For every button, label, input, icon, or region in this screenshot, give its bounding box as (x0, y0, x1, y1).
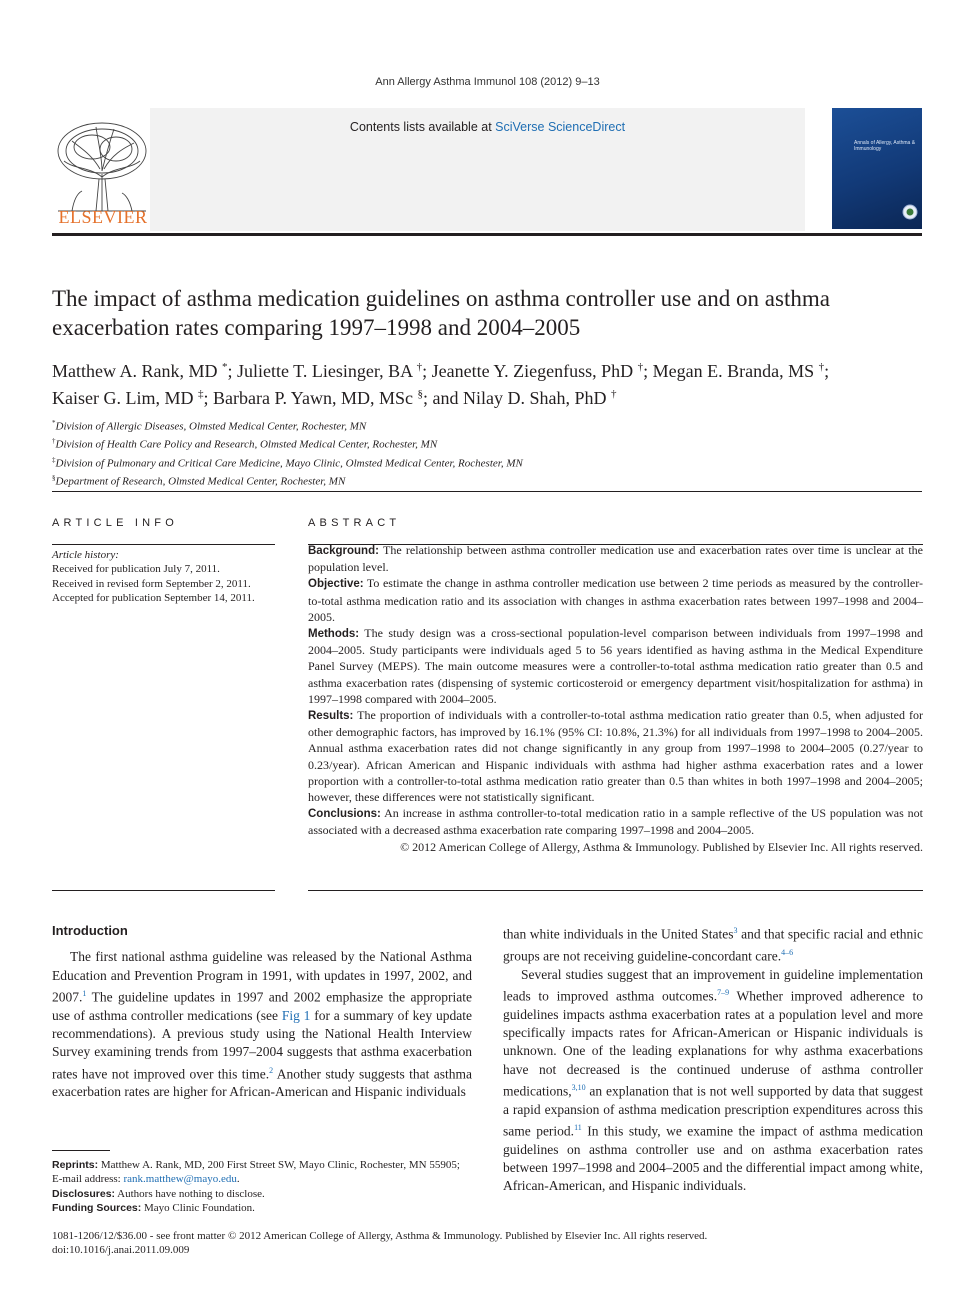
intro-paragraph-1 (52, 948, 472, 1101)
affiliation-text: Division of Health Care Policy and Research, Olmsted Medical Center, Rochester, MN (55, 438, 438, 451)
intro-paragraph-2 (503, 966, 923, 1196)
accepted-date: Accepted for publication September 14, 2011. (52, 591, 255, 604)
abstract-objective (308, 575, 923, 625)
author-mark: § (417, 388, 424, 400)
intro-left-column (52, 922, 472, 1102)
received-date: Received for publication July 7, 2011. (52, 563, 220, 576)
author-name: and Nilay D. Shah, PhD (432, 388, 607, 408)
email-link[interactable]: rank.matthew@mayo.edu (123, 1173, 237, 1186)
footnotes (52, 1158, 472, 1215)
figure-link[interactable]: Fig 1 (281, 1007, 311, 1023)
journal-cover-image[interactable] (832, 108, 922, 229)
article-title: The impact of asthma medication guidelines on asthma controller use and on asthma exacerbation rates comparing 1997–1998 and 2004–2005 (52, 286, 830, 340)
text-run: Another study suggests that asthma exacerbation rates are higher for African-American and Hispanic individuals (52, 1066, 472, 1100)
article-history (52, 548, 275, 605)
history-label: Article history: (52, 549, 119, 561)
text-run: and that specific racial and ethnic groups are not receiving guideline-concordant care. (503, 926, 923, 964)
text-run: The guideline updates in 1997 and 2002 emphasize the appropriate use of asthma controller medications (see (52, 989, 472, 1023)
contents-prefix: Contents lists available at (349, 120, 496, 134)
abstract-methods (308, 625, 923, 707)
affiliations-rule (52, 491, 922, 492)
funding-note (52, 1201, 472, 1215)
abstract-background (308, 542, 923, 575)
abstract-results (308, 707, 923, 805)
affiliation-mark: § (52, 473, 56, 482)
author-line-2: Kaiser G. Lim, MD ‡; Barbara P. Yawn, MD, MSc §; and Nilay D. Shah, PhD † (52, 388, 617, 408)
author-list (52, 356, 932, 410)
affiliation-text: Division of Pulmonary and Critical Care Medicine, Mayo Clinic, Olmsted Medical Center, Rochester, MN (55, 457, 523, 470)
elsevier-logo-text: ELSEVIER (58, 207, 148, 227)
affiliation (52, 416, 752, 434)
author-name: Megan E. Branda, MS (652, 361, 815, 381)
citation-link[interactable]: 1 (82, 988, 87, 998)
author-mark: † (818, 361, 825, 373)
author-name: Matthew A. Rank, MD (52, 361, 218, 381)
funding-label: Funding Sources: (52, 1201, 142, 1214)
cover-title: Annals of Allergy, Asthma & Immunology (854, 140, 916, 152)
citation-link[interactable]: 3 (733, 926, 738, 935)
affiliation-mark: ‡ (52, 455, 56, 464)
affiliation (52, 471, 752, 489)
conclusions-text: An increase in asthma controller-to-total medication ratio in a sample reflective of the US population was not associated with a decreased asthma exacerbation rate comparing 1997–1998 and 2004–2005. (308, 806, 923, 838)
intro-right-column (503, 922, 923, 1196)
abstract-copyright: © 2012 American College of Allergy, Asthma & Immunology. Published by Elsevier Inc. All rights reserved. (400, 839, 923, 854)
text-run: Whether improved adherence to guidelines impacts asthma exacerbation rates at a population level and more specifically impacts rates for African-American or Hispanic individuals is unknown. One of the leading explanations for why asthma exacerbations have not decreased is the continued underuse of asthma controller medications, (503, 988, 923, 1099)
affiliation (52, 453, 752, 471)
results-label: Results: (308, 710, 354, 723)
affiliation-mark: * (52, 419, 56, 427)
intro-paragraph-1-continued (503, 922, 923, 966)
citation-link[interactable]: 11 (574, 1122, 582, 1132)
objective-text: To estimate the change in asthma controller medication use between 2 time periods as measured by the controller-to-total asthma medication ratio and its association with changes in asthma exacerbation rates between 1997–1998 and 2004–2005. (308, 576, 923, 624)
affiliation-text: Department of Research, Olmsted Medical Center, Rochester, MN (55, 475, 346, 488)
reprints-note: Reprints: Matthew A. Rank, MD, 200 First Street SW, Mayo Clinic, Rochester, MN 55905; E-mail address: rank.matthew@mayo.edu. (52, 1159, 460, 1186)
affiliation (52, 434, 752, 452)
acaai-seal-icon (902, 204, 918, 220)
author-mark: ‡ (197, 388, 204, 400)
abstract-rule-bottom (308, 890, 923, 891)
background-label: Background: (308, 545, 379, 557)
introduction-heading: Introduction (52, 923, 128, 938)
article-info-heading: ARTICLE INFO (52, 517, 178, 529)
disclosures-label: Disclosures: (52, 1187, 116, 1200)
methods-text: The study design was a cross-sectional population-level comparison between individuals from 1997–1998 and 2004–2005. Study participants were individuals aged 5 to 56 years identified as having asthma in the Medical Expenditure Panel Survey (MEPS). The main outcome measures were a controller-to-total asthma medication ratio greater than 0.5 and asthma exacerbation rates (dispensing of systemic corticosteroid or emergency department visit/hospitalization for asthma) in 1997–1998 compared with 2004–2005. (308, 626, 923, 706)
text-run: The first national asthma guideline was released by the National Asthma Education and Prevention Program in 1991, with updates in 1997, 2002, and 2007. (52, 949, 472, 1005)
author-name: Kaiser G. Lim, MD (52, 388, 194, 408)
author-name: Jeanette Y. Ziegenfuss, PhD (431, 361, 634, 381)
abstract-heading: ABSTRACT (308, 517, 401, 529)
conclusions-label: Conclusions: (308, 808, 381, 821)
contents-line (150, 120, 825, 134)
reprints-label: Reprints: (52, 1159, 99, 1171)
author-mark: * (222, 361, 228, 373)
citation-link[interactable]: 7–9 (717, 987, 730, 997)
article-info-rule (52, 544, 275, 545)
results-text: The proportion of individuals with a controller-to-total asthma medication ratio greater than 0.5, when adjusted for other demographic factors, has improved by 16.1% (95% CI: 10.8%, 21.3%) for all individuals from 1997–1998 to 2004–2005. Annual asthma exacerbation rates did not change significantly in any group from 1997–1998 to 2004–2005 (0.27/year to 0.23/year). African American and Hispanic individuals with asthma had higher asthma exacerbation rates and a lower proportion with a controller-to-total asthma medication ratio greater than 0.5 than whites in both 1997–1998 and 2004–2005; however, these differences were not statistically significant. (308, 708, 923, 805)
affiliations (52, 416, 752, 489)
article-info-rule-bottom (52, 890, 275, 891)
text-run: for a summary of key update recommendations). A previous study using the National Health Interview Survey examining trends from 1997–2004 suggests that asthma exacerbation rates have not improved over this time. (52, 1007, 472, 1082)
text-run: Several studies suggest that an improvement in guideline implementation leads to improved asthma outcomes. (503, 966, 923, 1004)
header-rule-thick (52, 233, 922, 236)
author-mark: † (611, 388, 617, 400)
abstract-body (308, 542, 923, 855)
journal-reference: Ann Allergy Asthma Immunol 108 (2012) 9–13 (375, 76, 600, 88)
issn-line: 1081-1206/12/$36.00 - see front matter © 2012 American College of Allergy, Asthma & Immunology. Published by Elsevier Inc. All rights reserved. (52, 1230, 708, 1242)
funding-text: Mayo Clinic Foundation. (141, 1201, 255, 1214)
author-line-1: Matthew A. Rank, MD *; Juliette T. Liesinger, BA †; Jeanette Y. Ziegenfuss, PhD †; Megan E. Branda, MS †; (52, 361, 830, 381)
citation-link[interactable]: 2 (269, 1065, 274, 1075)
text-run: an explanation that is not well supported by data that suggest a rapid expansion of asthma medication prescription expenditures across this same period. (503, 1083, 923, 1139)
citation-link[interactable]: 4–6 (781, 947, 794, 957)
sciencedirect-link[interactable]: SciVerse ScienceDirect (495, 120, 626, 134)
author-name: Juliette T. Liesinger, BA (237, 361, 413, 381)
author-mark: † (637, 361, 644, 373)
revised-date: Received in revised form September 2, 2011. (52, 577, 251, 590)
objective-label: Objective: (308, 578, 364, 591)
author-name: Barbara P. Yawn, MD, MSc (213, 388, 414, 408)
disclosures-note (52, 1187, 472, 1201)
disclosures-text: Authors have nothing to disclose. (115, 1187, 265, 1200)
footnote-rule (52, 1150, 110, 1151)
affiliation-text: Division of Allergic Diseases, Olmsted Medical Center, Rochester, MN (55, 420, 367, 433)
abstract-conclusions (308, 805, 923, 838)
doi-line[interactable]: doi:10.1016/j.anai.2011.09.009 (52, 1244, 190, 1256)
author-mark: † (416, 361, 423, 373)
methods-label: Methods: (308, 628, 360, 641)
citation-link[interactable]: 3,10 (571, 1082, 586, 1092)
affiliation-mark: † (52, 437, 56, 446)
text-run: than white individuals in the United States (503, 926, 734, 942)
text-run: In this study, we examine the impact of asthma medication guidelines on asthma controller use and on asthma exacerbation rates between 1997–1998 and 2004–2005 and the differential impact among white, African-American, and Hispanic individuals. (503, 1123, 923, 1194)
reprints-text: Matthew A. Rank, MD, 200 First Street SW, Mayo Clinic, Rochester, MN 55905; E-mail address: (52, 1159, 460, 1186)
background-text: The relationship between asthma controller medication use and exacerbation rates over time is unclear at the population level. (308, 543, 923, 575)
front-matter-footer (52, 1229, 707, 1257)
